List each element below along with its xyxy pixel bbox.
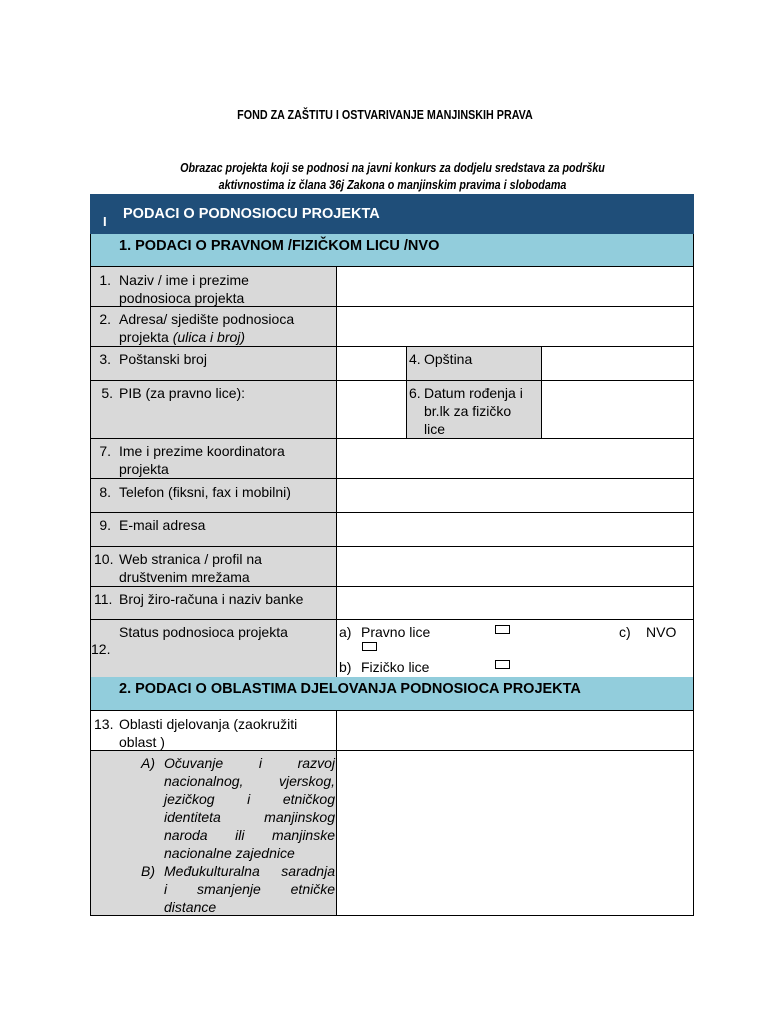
row-10-label-cell: [90, 546, 337, 587]
row-2-number: 2.: [99, 311, 111, 327]
postal-code-input-field[interactable]: [336, 346, 407, 381]
status-options-cell: [336, 619, 694, 678]
option-c-checkbox[interactable]: [362, 642, 377, 651]
address-input-field[interactable]: [336, 306, 694, 347]
coordinator-input-field[interactable]: [336, 438, 694, 479]
row-2-label-line1: Adresa/ sjedište podnosioca: [119, 311, 295, 327]
option-a-label: Pravno lice: [361, 624, 431, 640]
area-b-line: Međukulturalna saradnja: [164, 863, 335, 879]
row-5-number: 5.: [101, 385, 113, 401]
row-4-number: 4.: [409, 351, 421, 367]
row-13-label-line2: oblast ): [119, 734, 165, 750]
row-10-label-line1: Web stranica / profil na: [119, 551, 262, 567]
area-b-line-last: distance: [164, 899, 217, 915]
option-a-checkbox[interactable]: [495, 625, 510, 634]
option-a-letter: a): [339, 624, 352, 640]
row-3-number: 3.: [99, 351, 111, 367]
row-10-label-line2: društvenim mrežama: [119, 569, 250, 585]
phone-input-field[interactable]: [336, 478, 694, 513]
row-8-label-cell: [90, 478, 337, 513]
row-13-label-cell: [90, 710, 337, 751]
subtitle-line-1: Obrazac projekta koji se podnosi na javni konkurs za dodjelu sredstava za podršku: [180, 161, 605, 175]
row-2-label-line2-a: projekta: [119, 329, 173, 345]
areas-list-cell: [90, 750, 337, 916]
row-11-label-cell: [90, 586, 337, 620]
row-6-label-line1: Datum rođenja i: [424, 385, 523, 401]
row-9-label-cell: [90, 512, 337, 547]
row-7-number: 7.: [99, 443, 111, 459]
areas-description-field[interactable]: [336, 750, 694, 916]
row-9-number: 9.: [99, 517, 111, 533]
activity-areas-input-field[interactable]: [336, 710, 694, 751]
row-8-number: 8.: [99, 484, 111, 500]
website-input-field[interactable]: [336, 546, 694, 587]
area-b-text: [164, 862, 335, 916]
option-b-checkbox[interactable]: [495, 660, 510, 669]
row-12-number: 12.: [91, 641, 111, 657]
row-6-number: 6.: [409, 385, 421, 401]
row-4-label-cell: [406, 346, 542, 381]
row-6-label-cell: [406, 380, 542, 439]
subsection-2-title: 2. PODACI O OBLASTIMA DJELOVANJA PODNOSIOCA PROJEKTA: [119, 681, 581, 697]
area-a-letter: A): [141, 755, 155, 771]
row-8-label: Telefon (fiksni, fax i mobilni): [119, 484, 291, 500]
row-2-label-line2: [119, 328, 245, 346]
area-a-line: naroda ili manjinske: [164, 827, 335, 843]
area-a-line-last: nacionalne zajednice: [164, 845, 295, 861]
row-12-label: Status podnosioca projekta: [119, 624, 288, 640]
row-4-label: Opština: [424, 351, 473, 367]
subsection-1-header: [90, 234, 694, 266]
area-a-line: jezičkog i etničkog: [164, 791, 335, 807]
section-title: PODACI O PODNOSIOCU PROJEKTA: [123, 206, 380, 222]
subsection-2-header: [90, 677, 694, 711]
row-11-number: 11.: [94, 591, 113, 607]
subsection-1-title: 1. PODACI O PRAVNOM /FIZIČKOM LICU /NVO: [119, 238, 440, 254]
row-7-label-line1: Ime i prezime koordinatora: [119, 443, 285, 459]
option-b-label: Fizičko lice: [361, 659, 430, 675]
row-1-label-cell: [90, 266, 337, 307]
row-9-label: E-mail adresa: [119, 517, 206, 533]
area-a-line: identiteta manjinskog: [164, 809, 335, 825]
row-13-label-line1: Oblasti djelovanja (zaokružiti: [119, 716, 298, 732]
row-1-label-line2: podnosioca projekta: [119, 290, 245, 306]
row-12-label-cell: [90, 619, 337, 678]
row-6-label-line3: lice: [424, 421, 446, 437]
row-1-number: 1.: [99, 272, 111, 288]
row-10-number: 10.: [94, 551, 114, 567]
row-11-label: Broj žiro-računa i naziv banke: [119, 591, 304, 607]
form-subtitle: [132, 160, 652, 194]
row-13-number: 13.: [94, 716, 114, 732]
area-a-text: [164, 754, 335, 862]
row-1-label-line1: Naziv / ime i prezime: [119, 272, 249, 288]
row-7-label-line2: projekta: [119, 461, 169, 477]
row-3-label-cell: [90, 346, 337, 381]
row-2-label-cell: [90, 306, 337, 347]
option-c-label: NVO: [646, 624, 677, 640]
subtitle-line-2: aktivnostima iz člana 36j Zakona o manjinskim pravima i slobodama: [218, 178, 567, 192]
row-5-label-cell: [90, 380, 337, 439]
row-6-label-line2: br.lk za fizičko: [424, 403, 512, 419]
area-a-line: nacionalnog, vjerskog,: [164, 773, 335, 789]
row-7-label-cell: [90, 438, 337, 479]
row-5-label: PIB (za pravno lice):: [119, 385, 246, 401]
name-input-field[interactable]: [336, 266, 694, 307]
fund-title: FOND ZA ZAŠTITU I OSTVARIVANJE MANJINSKIH PRAVA: [237, 108, 533, 122]
section-header: [90, 194, 694, 234]
area-a-line: Očuvanje i razvoj: [164, 755, 335, 771]
section-roman-numeral: I: [103, 214, 107, 229]
row-2-label-line2-b: (ulica i broj): [172, 329, 246, 345]
option-b-letter: b): [339, 659, 352, 675]
option-c-letter: c): [619, 624, 631, 640]
row-3-label: Poštanski broj: [119, 351, 207, 367]
birth-date-input-field[interactable]: [541, 380, 694, 439]
email-input-field[interactable]: [336, 512, 694, 547]
area-b-letter: B): [141, 863, 155, 879]
pib-input-field[interactable]: [336, 380, 407, 439]
municipality-input-field[interactable]: [541, 346, 694, 381]
area-b-line: i smanjenje etničke: [164, 881, 335, 897]
bank-account-input-field[interactable]: [336, 586, 694, 620]
